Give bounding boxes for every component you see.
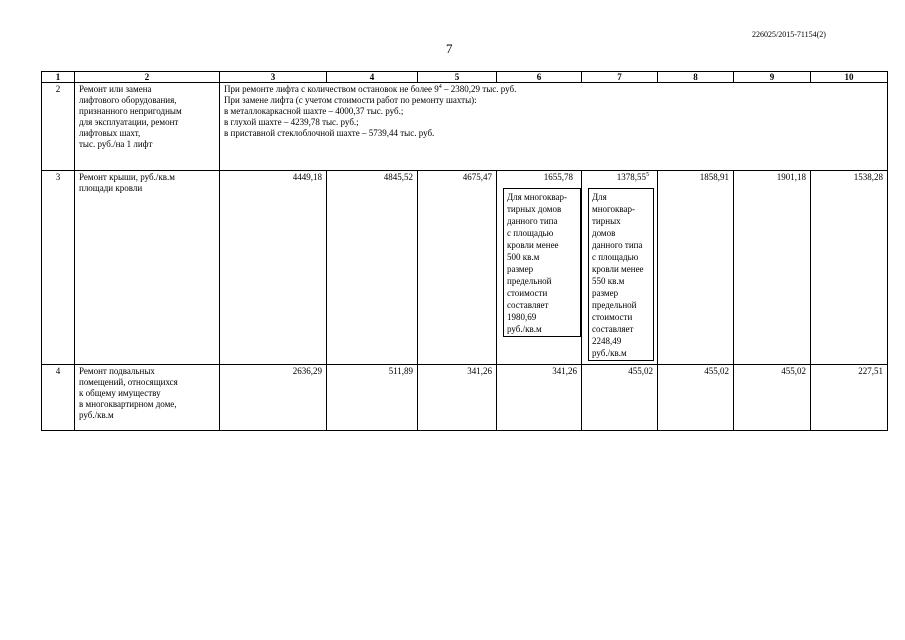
note-line: предельной (507, 276, 552, 286)
value: 1378,55$^5$ (616, 172, 649, 182)
work-type-line: тыс. руб./на 1 лифт (79, 139, 153, 149)
document-id: 226025/2015-71154(2) (752, 30, 826, 39)
note-line: стоимости (592, 312, 633, 322)
column-header: 10 (811, 72, 888, 83)
value-cell: 455,02 (582, 365, 658, 431)
note-line: данного типа (592, 240, 643, 250)
footnote-box (503, 188, 581, 337)
note-line: тирных домов (507, 204, 562, 214)
note-line: Для (592, 192, 607, 202)
work-type-line: Ремонт подвальных (79, 366, 155, 376)
work-type-line: признанного непригодным (79, 106, 182, 116)
column-header: 4 (327, 72, 418, 83)
value-cell-with-note (582, 171, 658, 365)
note-line: 1980,69 (507, 312, 537, 322)
value-cell: 227,51 (811, 365, 888, 431)
lift-cost-line: в металлокаркасной шахте – 4000,37 тыс. руб.; (224, 106, 404, 116)
work-type-line: лифтового оборудования, (79, 95, 177, 105)
lift-cost-cell (220, 83, 888, 171)
note-line: данного типа (507, 216, 558, 226)
note-line: Для многоквар- (507, 192, 567, 202)
note-line: тирных (592, 216, 621, 226)
cost-table (41, 71, 888, 431)
footnote-marker: 5 (646, 172, 649, 178)
note-line: кровли менее (592, 264, 644, 274)
column-header: 1 (42, 72, 75, 83)
work-type-cell (75, 83, 220, 171)
work-type-line: для эксплуатации, ремонт (79, 117, 179, 127)
value-cell: 455,02 (658, 365, 734, 431)
column-header: 5 (418, 72, 497, 83)
column-header: 6 (497, 72, 582, 83)
footnote-marker: 4 (438, 84, 442, 90)
value-cell: 341,26 (497, 365, 582, 431)
lift-cost-line: в приставной стеклоблочной шахте – 5739,44 тыс. руб. (224, 128, 435, 138)
value-cell: 4675,47 (418, 171, 497, 365)
note-line: с площадью (592, 252, 639, 262)
work-type-line: в многоквартирном доме, (79, 399, 177, 409)
note-line: домов (592, 228, 616, 238)
page-number: 7 (446, 41, 453, 56)
value: 1655,78 (543, 172, 573, 182)
note-line: с площадью (507, 228, 554, 238)
value-cell: 1858,91 (658, 171, 734, 365)
note-line: 550 кв.м (592, 276, 625, 286)
value-cell: 1901,18 (734, 171, 811, 365)
work-type-line: к общему имуществу (79, 388, 161, 398)
note-line: предельной (592, 300, 637, 310)
work-type-line: помещений, относящихся (79, 377, 178, 387)
note-line: составляет (507, 300, 549, 310)
value-cell-with-note (497, 171, 582, 365)
work-type-line: лифтовых шахт, (79, 128, 141, 138)
lift-cost-line: в глухой шахте – 4239,78 тыс. руб.; (224, 117, 359, 127)
note-line: руб./кв.м (507, 324, 542, 334)
value-cell: 455,02 (734, 365, 811, 431)
column-header: 7 (582, 72, 658, 83)
work-type-line: Ремонт крыши, руб./кв.м (79, 172, 175, 182)
work-type-line: площади кровли (79, 183, 143, 193)
column-header: 8 (658, 72, 734, 83)
work-type-line: Ремонт или замена (79, 84, 152, 94)
row-number: 3 (42, 171, 75, 365)
note-line: 500 кв.м (507, 252, 540, 262)
value-cell: 1538,28 (811, 171, 888, 365)
note-line: руб./кв.м (592, 348, 627, 358)
column-header: 3 (220, 72, 327, 83)
lift-cost-line: При замене лифта (с учетом стоимости работ по ремонту шахты): (224, 95, 477, 105)
lift-repair-line: При ремонте лифта с количеством остановок не более $9^4 - 2380,29$ тыс. руб. (224, 84, 517, 94)
value-cell: 2636,29 (220, 365, 327, 431)
value-cell: 4449,18 (220, 171, 327, 365)
note-line: размер (592, 288, 619, 298)
column-header: 2 (75, 72, 220, 83)
note-line: размер (507, 264, 534, 274)
value-cell: 4845,52 (327, 171, 418, 365)
column-header: 9 (734, 72, 811, 83)
row-number: 4 (42, 365, 75, 431)
value-cell: 341,26 (418, 365, 497, 431)
value-cell: 511,89 (327, 365, 418, 431)
work-type-cell (75, 365, 220, 431)
footnote-box (588, 188, 654, 361)
table-row (42, 365, 888, 431)
work-type-line: руб./кв.м (79, 410, 114, 420)
note-line: 2248,49 (592, 336, 622, 346)
table-row (42, 171, 888, 365)
table-row (42, 83, 888, 171)
note-line: составляет (592, 324, 634, 334)
row-number: 2 (42, 83, 75, 171)
work-type-cell (75, 171, 220, 365)
note-line: кровли менее (507, 240, 559, 250)
note-line: многоквар- (592, 204, 635, 214)
header-row (42, 72, 888, 83)
note-line: стоимости (507, 288, 548, 298)
